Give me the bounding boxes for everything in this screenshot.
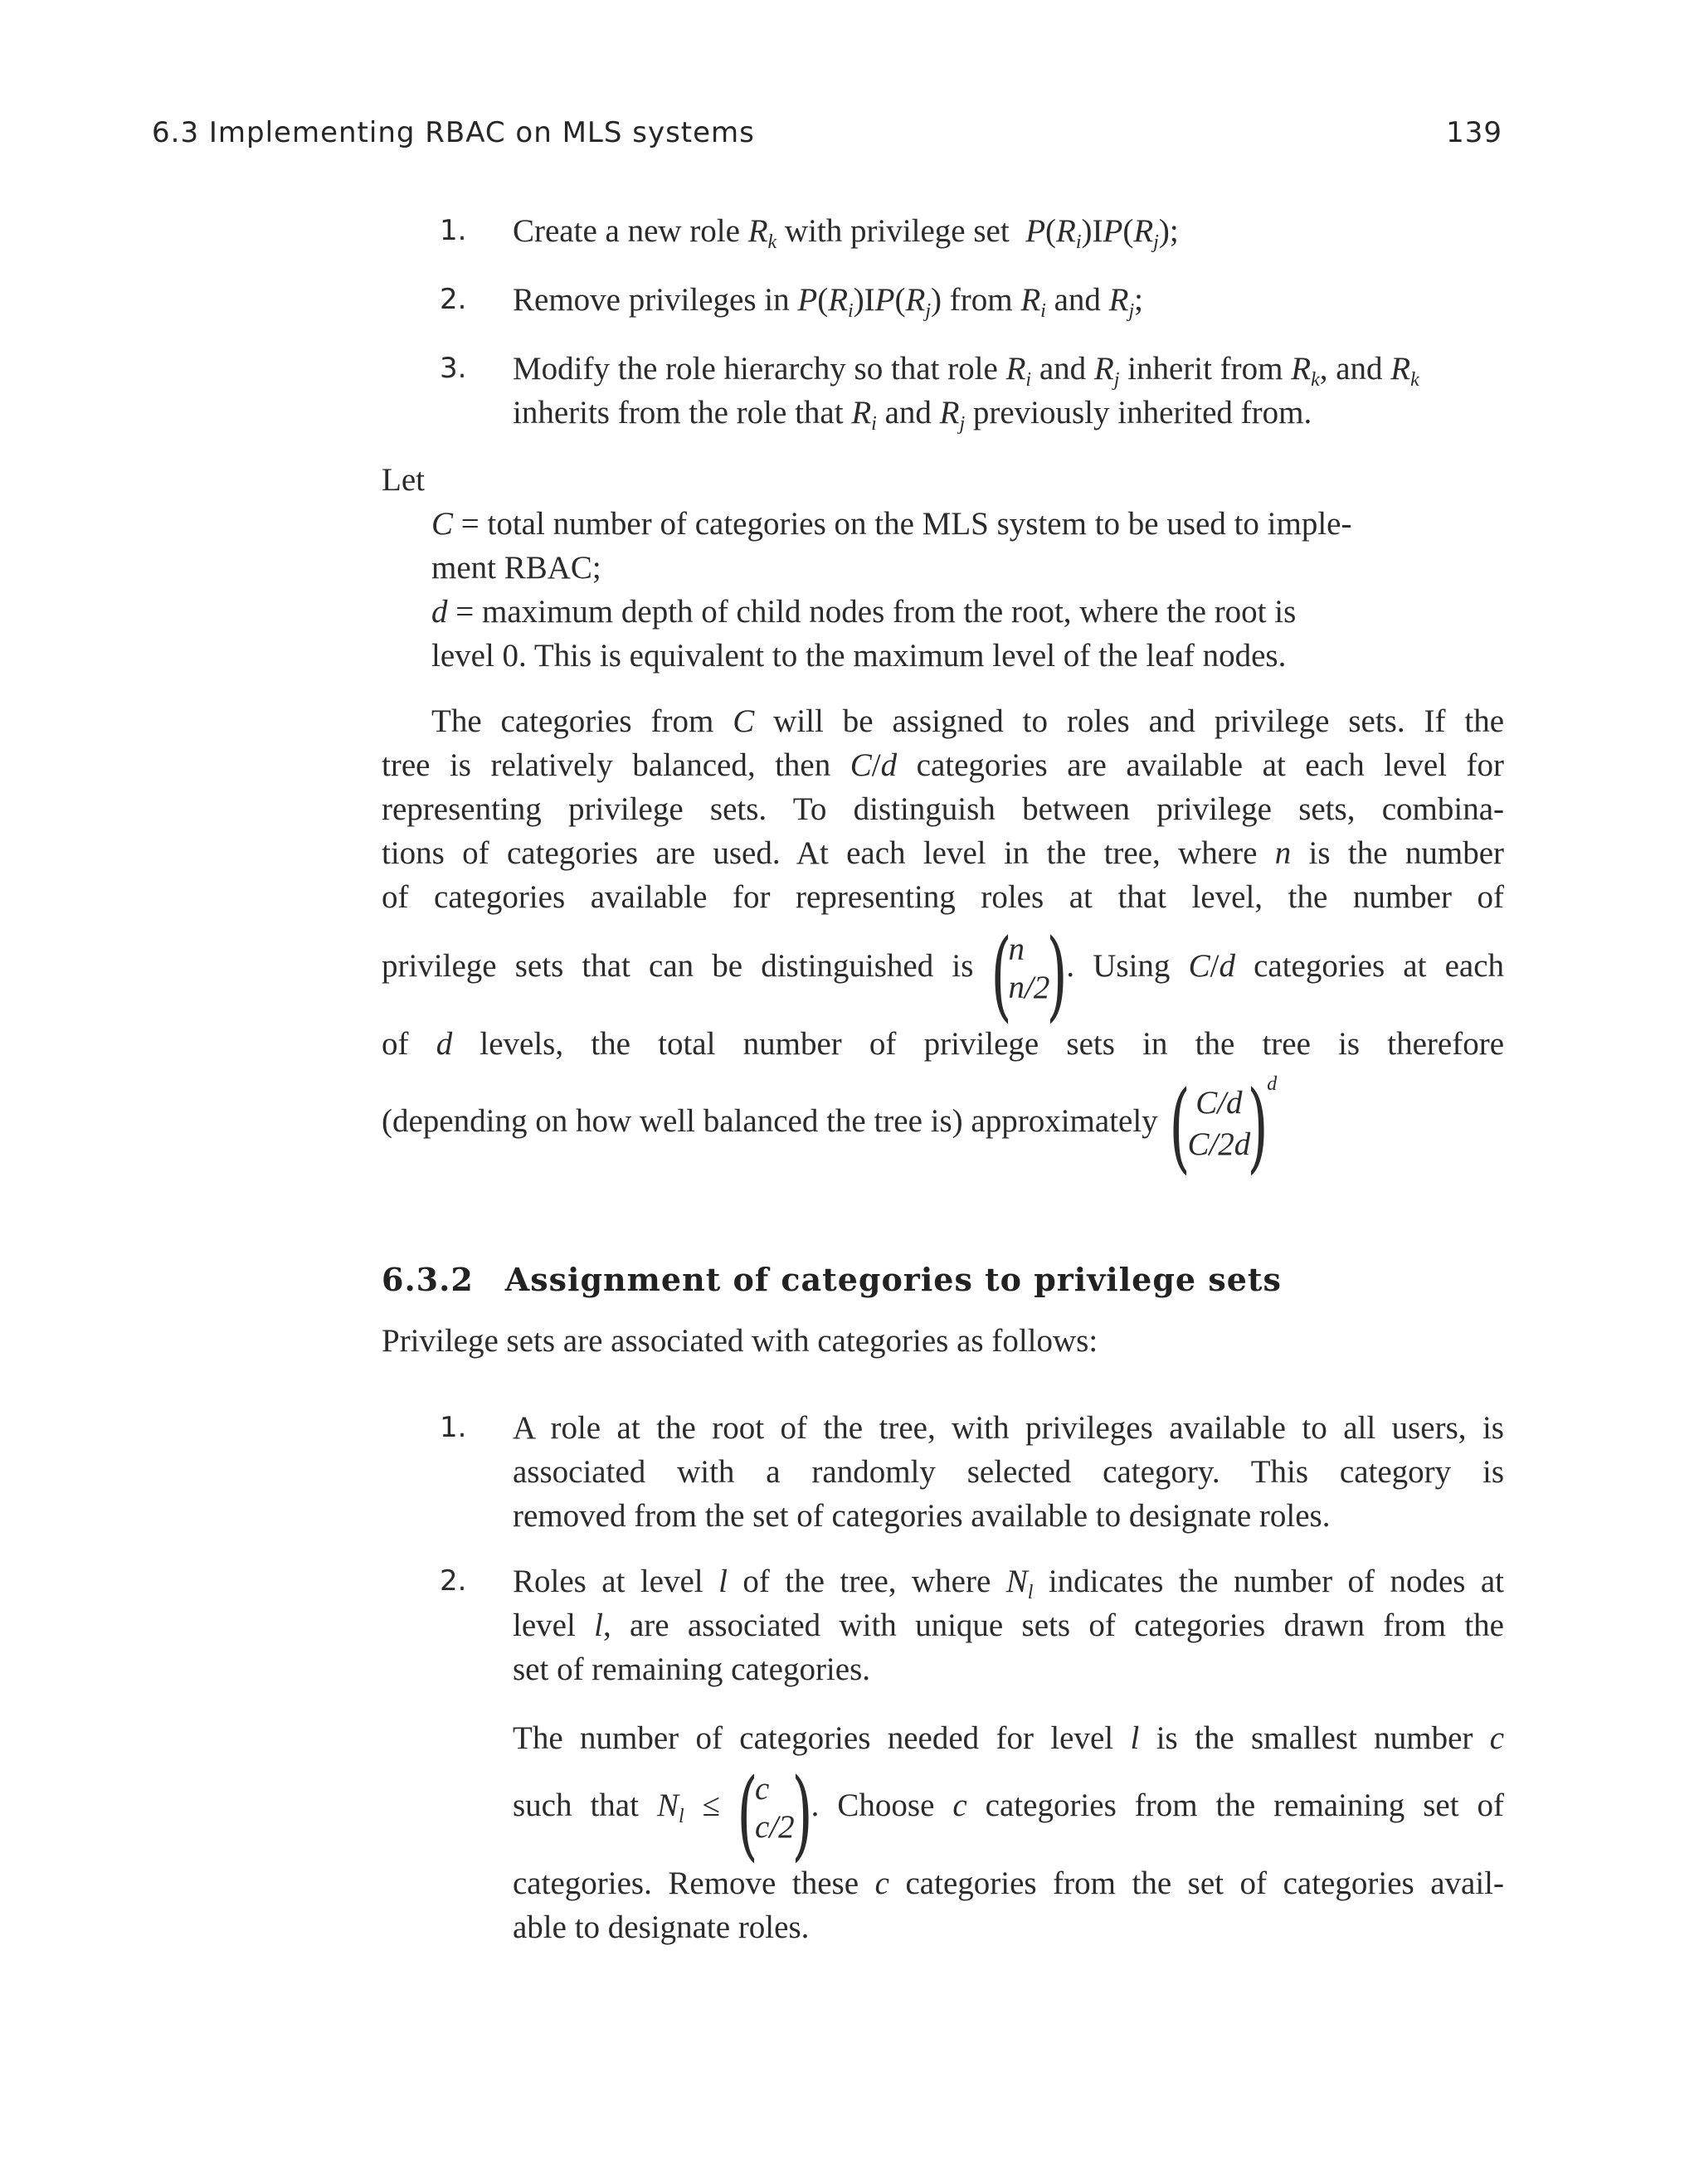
paragraph-line-binom: (depending on how well balanced the tree is) approximately ( C/d C/2d ) $^d$	[382, 1069, 1278, 1184]
binomial-c: ( c c/2 )	[737, 1757, 813, 1872]
list-item-number: 3.	[440, 352, 467, 385]
running-head	[152, 116, 1502, 156]
book-page: 6.3 Implementing RBAC on MLS systems 139 1. Create a new role $R_k$ with privilege set $P(R_i)IP(R_j)$; 2. Remove privileges in $P(R_i)IP(R_j)$ from $R_i$ and $R_j$; 3. Modify the role hierarchy so that role $R_i$ and $R_j$ inherit from $R_k$, and $R_k$ inherits from the role that $R_i$ and $R_j$ previously inherited from. Let C = total number of categories on the MLS system to be used to imple- ment RBAC; d = maximum depth of child nodes from the root, where the root is level 0. This is equivalent to the maximum level of the leaf nodes. The categories from C will be assigned to roles and privilege sets. If the tree is relatively balanced, then C/d categories are available at each level for representing privilege sets. To distinguish between privilege sets, combina- tions of categories are used. At each level in the tree, where n is the number of categories available for representing roles at that level, the number of privilege sets that can be distinguished is ( n n/2 ) . Using C/d categories at each of d levels, the total number of privilege sets in the tree is therefore (depending on how well balanced the tree is) approximately ( C/d C/2d ) $^d$ 6.3.2 Assignment of categories to privilege sets Privilege sets are associated with categories as follows: 1. A role at the root of the tree, with privileges available to all users, is associated with a randomly selected category. This category is removed from the set of categories available to designate roles. 2. Roles at level l of the tree, where $N_l$ indicates the number of nodes at level l, are associated with unique sets of categories drawn from the set of remaining categories. The number of categories needed for level l is the smallest number c such that $N_l$ ≤ ( c c/2 ) . Choose c categories from the remaining set of categories. Remove these c categories from the set of categories avail- able to designate roles.	[0, 0, 1699, 2184]
let-label: Let	[382, 462, 425, 498]
paragraph-line: of d levels, the total number of privilege sets in the tree is therefore	[382, 1026, 1505, 1062]
definition-c: C = total number of categories on the MLS system to be used to imple- ment RBAC;	[431, 506, 1352, 586]
binomial-n: ( n n/2 )	[990, 917, 1068, 1033]
list-item-number: 2.	[440, 283, 467, 316]
list-item-number: 2.	[440, 1564, 467, 1598]
section-heading: 6.3.2 Assignment of categories to privilege sets	[382, 1261, 1282, 1298]
page-number: 139	[1446, 116, 1502, 149]
paragraph-categories: The categories from C will be assigned to roles and privilege sets. If the tree is relatively balanced, then C/d categories are available at each level for representing privilege sets. To distinguish between privilege sets, combina- tions of categories are used. At each level in the tree, where n is the number of categories available for representing roles at that level, the number of	[382, 703, 1504, 915]
list-item-number: 1.	[440, 214, 467, 247]
paragraph-line-binom: privilege sets that can be distinguished is ( n n/2 ) . Using C/d categories at each	[382, 917, 1505, 1033]
binomial-cd: ( C/d C/2d )	[1169, 1069, 1268, 1184]
definition-d: d = maximum depth of child nodes from the root, where the root is level 0. This is equivalent to the maximum level of the leaf nodes.	[431, 594, 1297, 674]
running-head-section: 6.3 Implementing RBAC on MLS systems	[152, 116, 755, 149]
list-item-number: 1.	[440, 1411, 467, 1444]
intro-text: Privilege sets are associated with categories as follows:	[382, 1323, 1098, 1359]
